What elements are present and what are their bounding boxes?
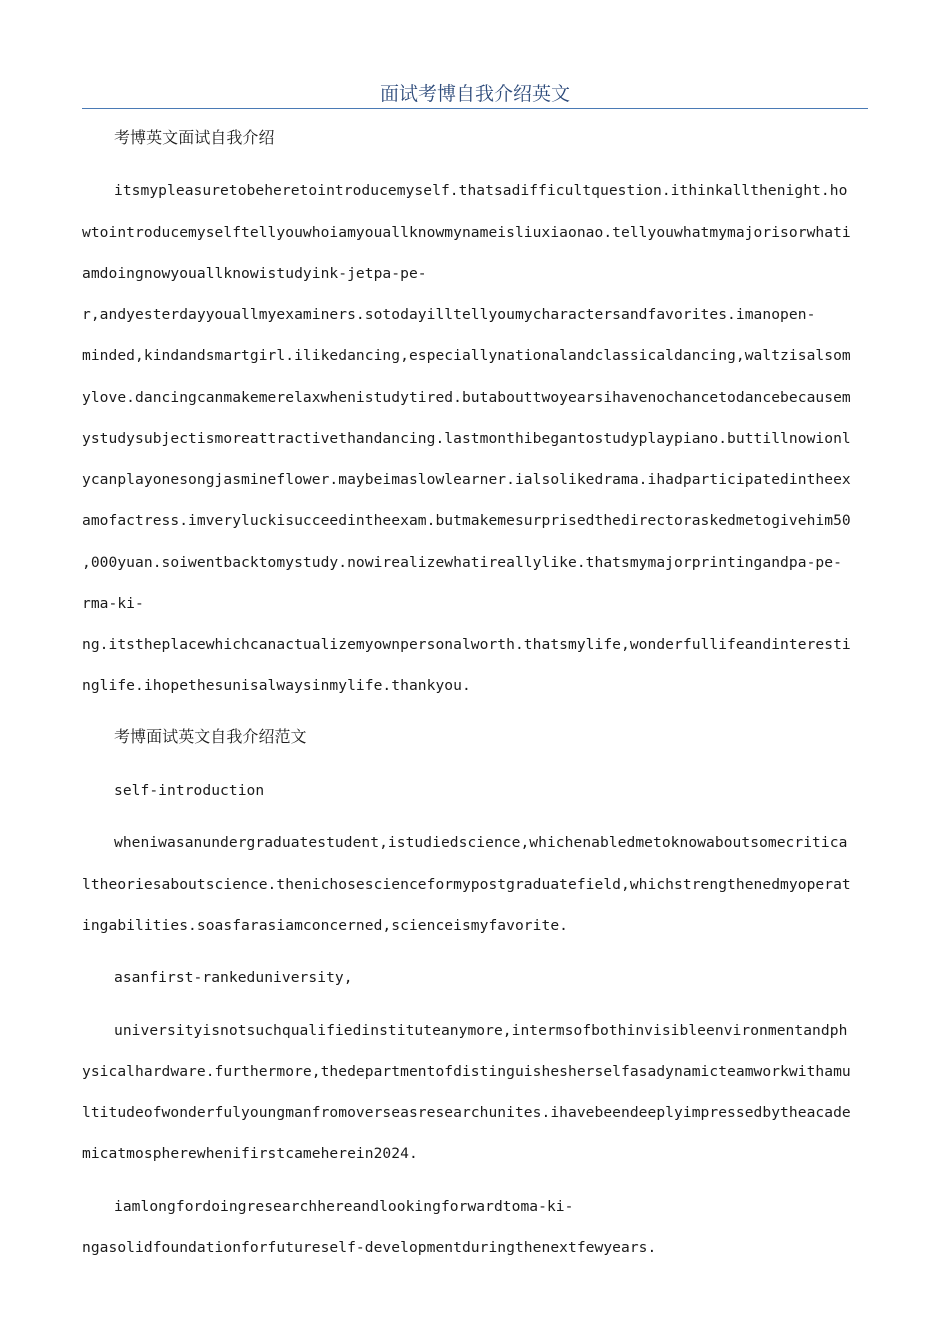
text-line: nglife.ihopethesunisalwaysinmylife.thankyou. — [82, 677, 471, 694]
section-heading-2: 考博面试英文自我介绍范文 — [114, 727, 307, 746]
text-line: iamlongfordoingresearchhereandlookingforwardtoma-ki- — [114, 1198, 574, 1215]
text-line: universityisnotsuchqualifiedinstituteanymore,intermsofbothinvisibleenvironmentandph — [114, 1022, 848, 1039]
text-line: rma-ki- — [82, 595, 144, 612]
text-line: ysicalhardware.furthermore,thedepartmentofdistinguishesherselfasadynamicteamworkwithamu — [82, 1063, 851, 1080]
text-line: ngasolidfoundationforfutureself-developmentduringthenextfewyears. — [82, 1239, 657, 1256]
text-line: ltheoriesaboutscience.thenichosescienceformypostgraduatefield,whichstrengthenedmyoperat — [82, 876, 851, 893]
text-line: itsmypleasuretobeheretointroducemyself.thatsadifficultquestion.ithinkallthenight.ho — [114, 182, 848, 199]
document-title: 面试考博自我介绍英文 — [379, 83, 570, 105]
text-line: micatmospherewhenifirstcameherein2024. — [82, 1145, 418, 1162]
title-underline — [82, 108, 868, 109]
text-line: ng.itstheplacewhichcanactualizemyownpersonalworth.thatsmylife,wonderfullifeandinteresti — [82, 636, 851, 653]
text-line: ycanplayonesongjasmineflower.maybeimaslowlearner.ialsolikedrama.ihadparticipatedintheex — [82, 471, 851, 488]
text-line: ingabilities.soasfarasiamconcerned,scienceismyfavorite. — [82, 917, 568, 934]
text-line: minded,kindandsmartgirl.ilikedancing,especiallynationalandclassicaldancing,waltzisalsom — [82, 347, 851, 364]
text-line: self-introduction — [114, 782, 265, 799]
text-line: amdoingnowyouallknowistudyink-jetpa-pe- — [82, 265, 427, 282]
text-line: r,andyesterdayyouallmyexaminers.sotodayilltellyoumycharactersandfavorites.imanopen- — [82, 306, 816, 323]
text-line: ,000yuan.soiwentbacktomystudy.nowirealizewhatireallylike.thatsmymajorprintingandpa-pe- — [82, 554, 842, 571]
text-line: asanfirst-rankeduniversity, — [114, 969, 353, 986]
text-line: wtointroducemyselftellyouwhoiamyouallknowmynameisliuxiaonao.tellyouwhatmymajorisorwhati — [82, 224, 851, 241]
text-line: ystudysubjectismoreattractivethandancing.lastmonthibegantostudyplaypiano.buttillnowionl — [82, 430, 851, 447]
text-line: amofactress.imveryluckisucceedintheexam.butmakemesurprisedthedirectoraskedmetogivehim50 — [82, 512, 851, 529]
text-line: ylove.dancingcanmakemerelaxwhenistudytired.butabouttwoyearsihavenochancetodancebecausem — [82, 389, 851, 406]
text-line: ltitudeofwonderfulyoungmanfromoverseasresearchunites.ihavebeendeeplyimpressedbytheacade — [82, 1104, 851, 1121]
section-heading-1: 考博英文面试自我介绍 — [114, 128, 275, 147]
text-line: wheniwasanundergraduatestudent,istudiedscience,whichenabledmetoknowaboutsomecritica — [114, 834, 848, 851]
